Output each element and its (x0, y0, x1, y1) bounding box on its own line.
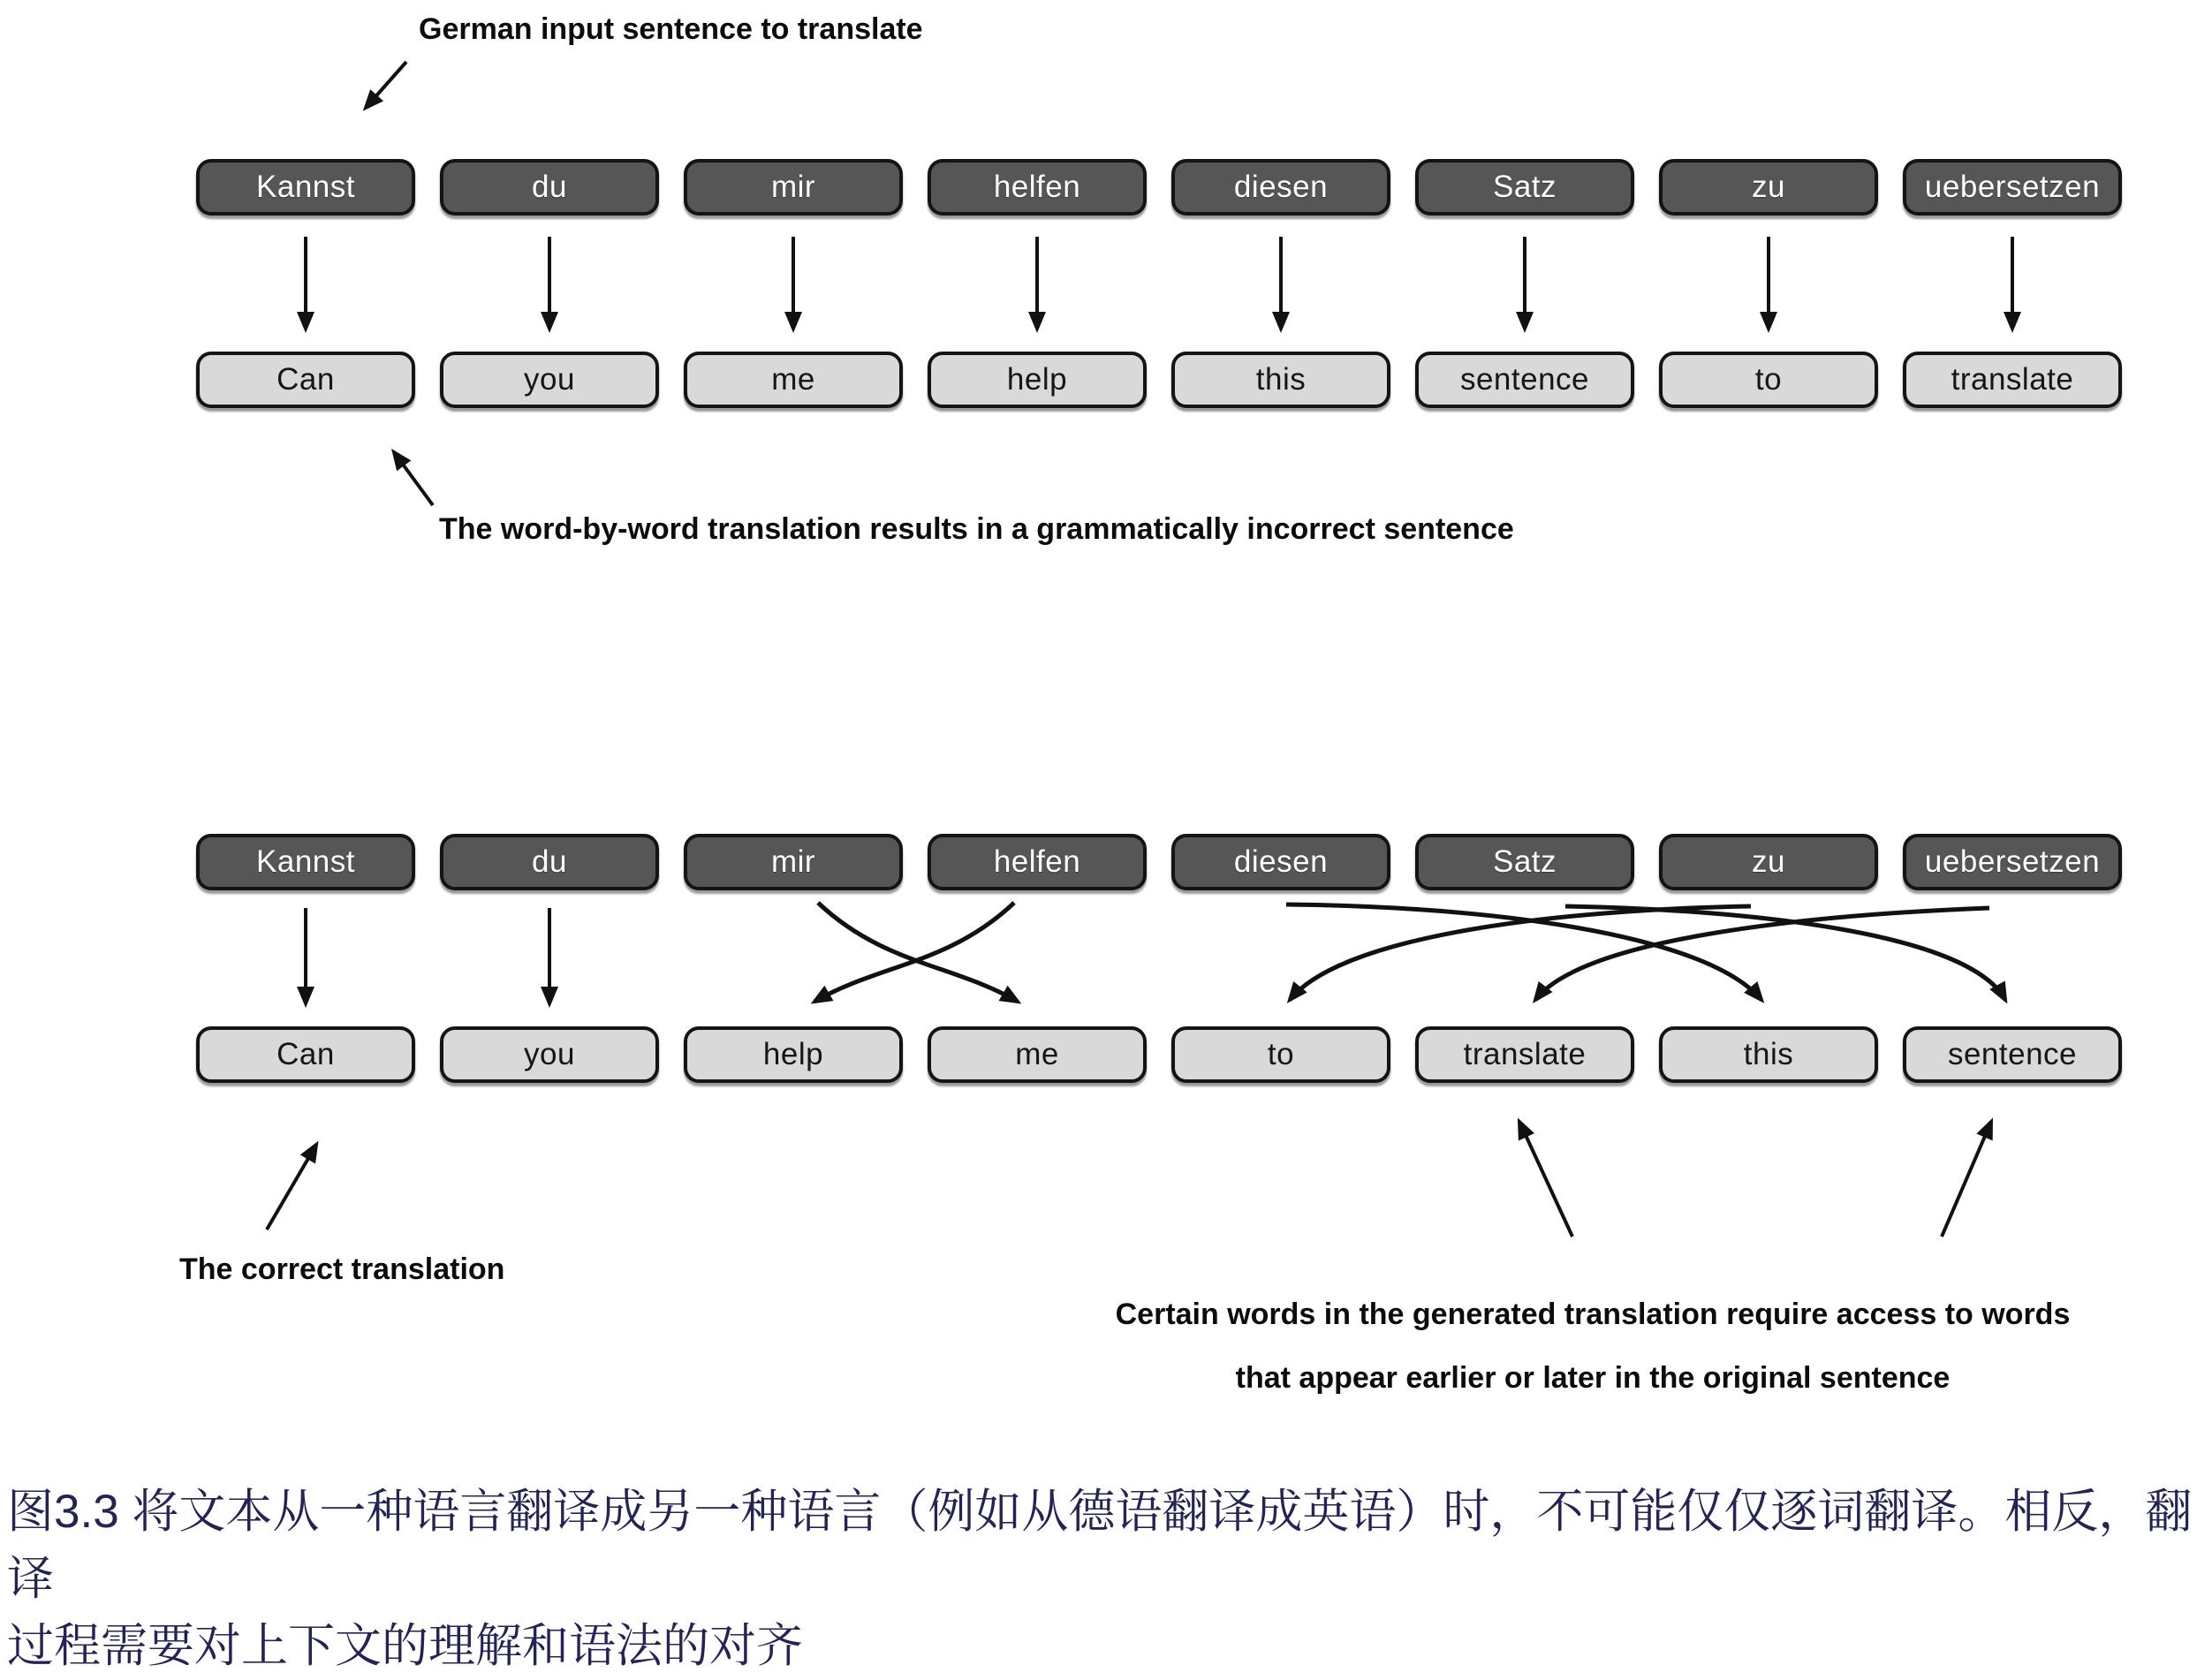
english-word-box: this (1171, 352, 1390, 408)
german-word-box: uebersetzen (1903, 834, 2122, 890)
alignment-arrow-uebersetzen-translate (1535, 908, 1989, 1000)
alignment-arrow-diesen-this (1286, 904, 1761, 1000)
german-word-box: diesen (1171, 159, 1390, 216)
english-word-box: Can (196, 352, 415, 408)
german-word-box: du (440, 159, 659, 216)
caption-line2: 过程需要对上下文的理解和语法的对齐 (7, 1620, 803, 1672)
correct-translation-pointer-arrow (267, 1145, 316, 1230)
german-word-box: helfen (928, 834, 1147, 890)
german-word-box: helfen (928, 159, 1147, 216)
german-word-box: diesen (1171, 834, 1390, 890)
german-word-box: Satz (1415, 834, 1634, 890)
certain-words-label (974, 1283, 2211, 1410)
correct-translation-label: The correct translation (179, 1252, 505, 1286)
alignment-arrow-mir-me (818, 903, 1018, 1002)
english-word-box: help (928, 352, 1147, 408)
english-word-box: translate (1415, 1026, 1634, 1083)
diagram1-german-row (196, 159, 2122, 216)
german-input-label: German input sentence to translate (419, 12, 923, 46)
german-word-box: uebersetzen (1903, 159, 2122, 216)
alignment-arrow-satz-sentence (1565, 906, 2005, 1000)
certain-words-pointer-arrow-sentence (1942, 1122, 1991, 1237)
english-word-box: to (1171, 1026, 1390, 1083)
german-word-box: Kannst (196, 834, 415, 890)
caption-line1: 图3.3 将文本从一种语言翻译成另一种语言（例如从德语翻译成英语）时，不可能仅仅逐词翻译。相反，翻译 (7, 1486, 2193, 1605)
word-by-word-label: The word-by-word translation results in a grammatically incorrect sentence (439, 512, 1514, 546)
diagram2-alignment-arrows (306, 903, 2005, 1003)
english-word-box: to (1659, 352, 1878, 408)
german-word-box: mir (684, 159, 903, 216)
diagram2-english-row (196, 1026, 2122, 1083)
english-word-box: Can (196, 1026, 415, 1083)
german-word-box: zu (1659, 834, 1878, 890)
diagram1-alignment-arrows (306, 237, 2012, 329)
english-word-box: sentence (1415, 352, 1634, 408)
german-word-box: Satz (1415, 159, 1634, 216)
german-word-box: Kannst (196, 159, 415, 216)
diagram2-german-row (196, 834, 2122, 890)
english-word-box: you (440, 1026, 659, 1083)
english-word-box: me (928, 1026, 1147, 1083)
english-word-box: you (440, 352, 659, 408)
english-word-box: translate (1903, 352, 2122, 408)
german-input-pointer-arrow (366, 62, 406, 108)
certain-words-pointer-arrow-translate (1519, 1122, 1572, 1237)
diagram1-english-row (196, 352, 2122, 408)
alignment-arrow-zu-to (1290, 906, 1751, 1000)
english-word-box: help (684, 1026, 903, 1083)
certain-words-line2: that appear earlier or later in the original sentence (1235, 1361, 1951, 1395)
english-word-box: sentence (1903, 1026, 2122, 1083)
word-by-word-pointer-arrow (394, 452, 433, 505)
english-word-box: me (684, 352, 903, 408)
certain-words-line1: Certain words in the generated translation require access to words (1115, 1298, 2071, 1331)
german-word-box: du (440, 834, 659, 890)
german-word-box: zu (1659, 159, 1878, 216)
german-word-box: mir (684, 834, 903, 890)
figure-caption (7, 1479, 2208, 1680)
alignment-arrow-helfen-help (814, 903, 1014, 1002)
english-word-box: this (1659, 1026, 1878, 1083)
